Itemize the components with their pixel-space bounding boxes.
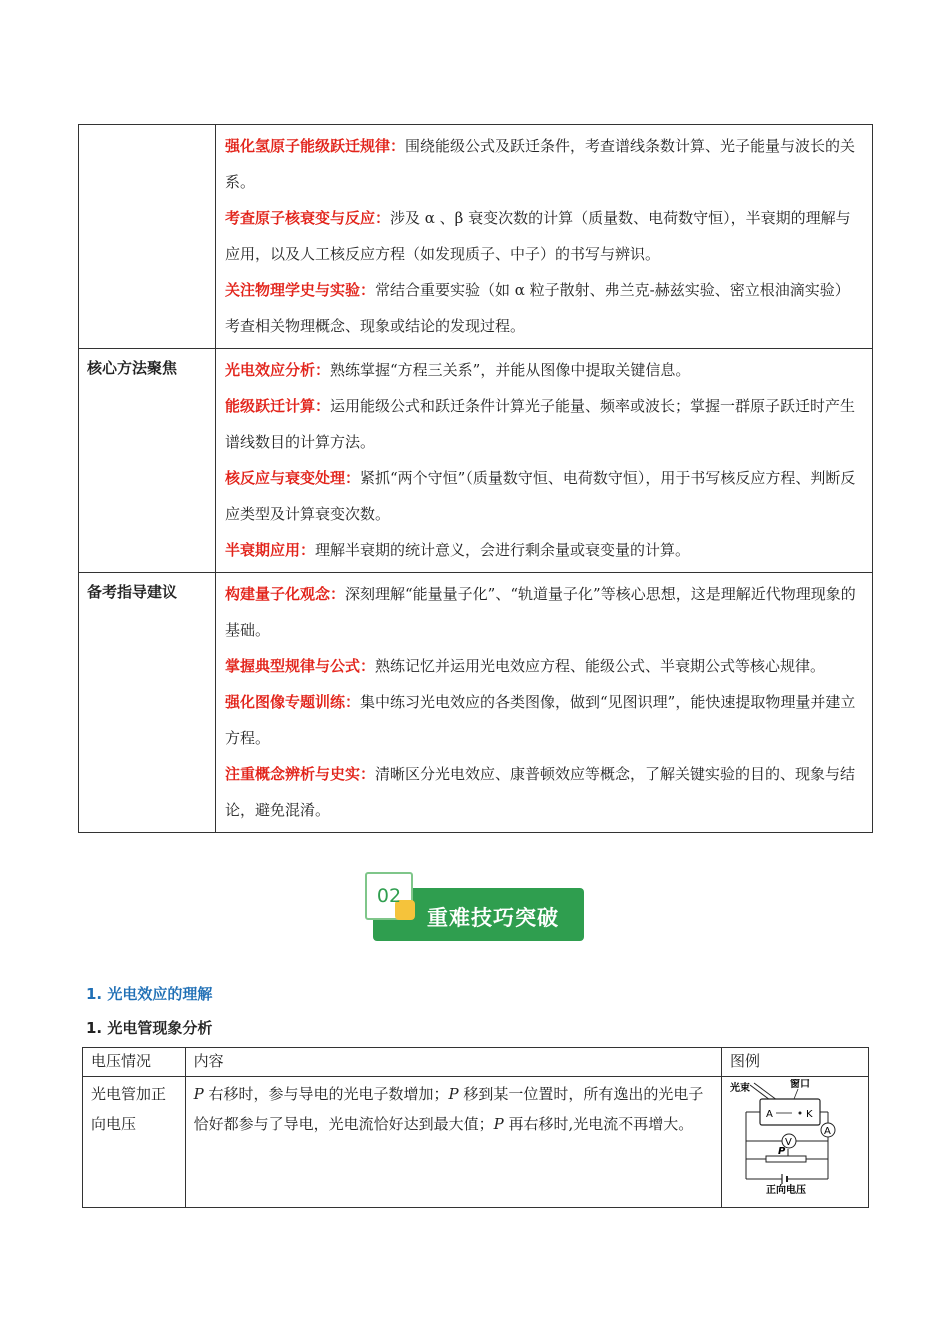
- condition-cell: 光电管加正向电压: [83, 1077, 186, 1208]
- row-heading: [79, 125, 216, 349]
- list-item: [225, 388, 862, 460]
- content-text: 再右移时,光电流不再增大。: [503, 1115, 694, 1133]
- banner-title: 重难技巧突破: [427, 906, 559, 930]
- item-text: 清晰区分光电效应、康普顿效应等概念，了解关键实验的目的、现象与结论，避免混淆。: [225, 765, 856, 819]
- section-banner: [365, 872, 590, 946]
- list-item: [225, 200, 862, 272]
- ammeter-label: A: [824, 1126, 831, 1137]
- window-pointer: [794, 1089, 798, 1099]
- figure-cell: [722, 1077, 869, 1208]
- table-row: [83, 1077, 869, 1208]
- item-text: 熟练掌握“方程三关系”，并能从图像中提取关键信息。: [330, 361, 691, 379]
- rheostat: [766, 1156, 806, 1162]
- content-cell: [185, 1077, 721, 1208]
- row-content: [216, 573, 873, 833]
- figure-caption: 正向电压: [766, 1185, 807, 1195]
- electron-dot: [799, 1112, 802, 1115]
- beam-label: 光束: [730, 1083, 751, 1094]
- item-text: 涉及 α 、β 衰变次数的计算（质量数、电荷数守恒），半衰期的理解与应用，以及人工核反应方程（如发现质子、中子）的书写与辨识。: [225, 209, 851, 263]
- list-item: [225, 460, 862, 532]
- item-label: 掌握典型规律与公式：: [225, 657, 376, 675]
- item-text: 熟练记忆并运用光电效应方程、能级公式、半衰期公式等核心规律。: [375, 657, 826, 675]
- anode-label: A: [766, 1109, 773, 1120]
- cathode-label: K: [806, 1109, 813, 1120]
- variable-p: P: [493, 1115, 504, 1133]
- content-text: 右移时，参与导电的光电子数增加；: [203, 1085, 449, 1103]
- table-header-row: [83, 1048, 869, 1077]
- row-content: [216, 125, 873, 349]
- list-item: [225, 576, 862, 648]
- list-item: [225, 352, 862, 388]
- item-text: 常结合重要实验（如 α 粒子散射、弗兰克-赫兹实验、密立根油滴实验）考查相关物理概念、现象或结论的发现过程。: [225, 281, 850, 335]
- row-content: [216, 349, 873, 573]
- slider-label: P: [778, 1146, 786, 1157]
- item-text: 紧抓“两个守恒”（质量数守恒、电荷数守恒），用于书写核反应方程、判断反应类型及计算衰变次数。: [225, 469, 856, 523]
- item-label: 强化氢原子能级跃迁规律：: [225, 137, 406, 155]
- variable-p: P: [448, 1085, 459, 1103]
- sub-heading: 1. 光电管现象分析: [86, 1019, 213, 1037]
- list-item: [225, 684, 862, 756]
- content-text: 移到某一位置时，所有逸出的光电子恰好都参与了导电，光电流恰好达到最大值；: [193, 1085, 704, 1133]
- item-label: 关注物理学史与实验：: [225, 281, 376, 299]
- exam-focus-table: [78, 124, 873, 833]
- list-item: [225, 756, 862, 828]
- variable-p: P: [193, 1085, 204, 1103]
- item-text: 围绕能级公式及跃迁条件，考查谱线条数计算、光子能量与波长的关系。: [225, 137, 856, 191]
- list-item: [225, 648, 862, 684]
- section-heading: 1. 光电效应的理解: [86, 985, 213, 1003]
- window-label: 窗口: [790, 1079, 811, 1090]
- header-content: 内容: [185, 1048, 721, 1077]
- row-heading: 核心方法聚焦: [79, 349, 216, 573]
- header-figure: 图例: [722, 1048, 869, 1077]
- item-label: 能级跃迁计算：: [225, 397, 331, 415]
- item-label: 考查原子核衰变与反应：: [225, 209, 391, 227]
- item-text: 理解半衰期的统计意义，会进行剩余量或衰变量的计算。: [315, 541, 691, 559]
- list-item: [225, 272, 862, 344]
- item-text: 运用能级公式和跃迁条件计算光子能量、频率或波长；掌握一群原子跃迁时产生谱线数目的计算方法。: [225, 397, 856, 451]
- item-label: 强化图像专题训练：: [225, 693, 361, 711]
- phototube-analysis-table: [82, 1047, 869, 1208]
- list-item: [225, 128, 862, 200]
- item-label: 构建量子化观念：: [225, 585, 346, 603]
- table-row: [79, 125, 873, 349]
- item-text: 深刻理解“能量量子化”、“轨道量子化”等核心思想，这是理解近代物理现象的基础。: [225, 585, 856, 639]
- item-text: 集中练习光电效应的各类图像，做到“见图识理”，能快速提取物理量并建立方程。: [225, 693, 856, 747]
- table-row: [79, 573, 873, 833]
- item-label: 核反应与衰变处理：: [225, 469, 361, 487]
- header-voltage: 电压情况: [83, 1048, 186, 1077]
- row-heading: 备考指导建议: [79, 573, 216, 833]
- phototube-circuit-diagram: [730, 1079, 848, 1195]
- banner-number-box: [365, 872, 413, 920]
- list-item: [225, 532, 862, 568]
- item-label: 光电效应分析：: [225, 361, 331, 379]
- table-row: [79, 349, 873, 573]
- item-label: 注重概念辨析与史实：: [225, 765, 376, 783]
- item-label: 半衰期应用：: [225, 541, 316, 559]
- voltmeter-label: V: [785, 1137, 792, 1148]
- banner-number: 02: [376, 885, 402, 907]
